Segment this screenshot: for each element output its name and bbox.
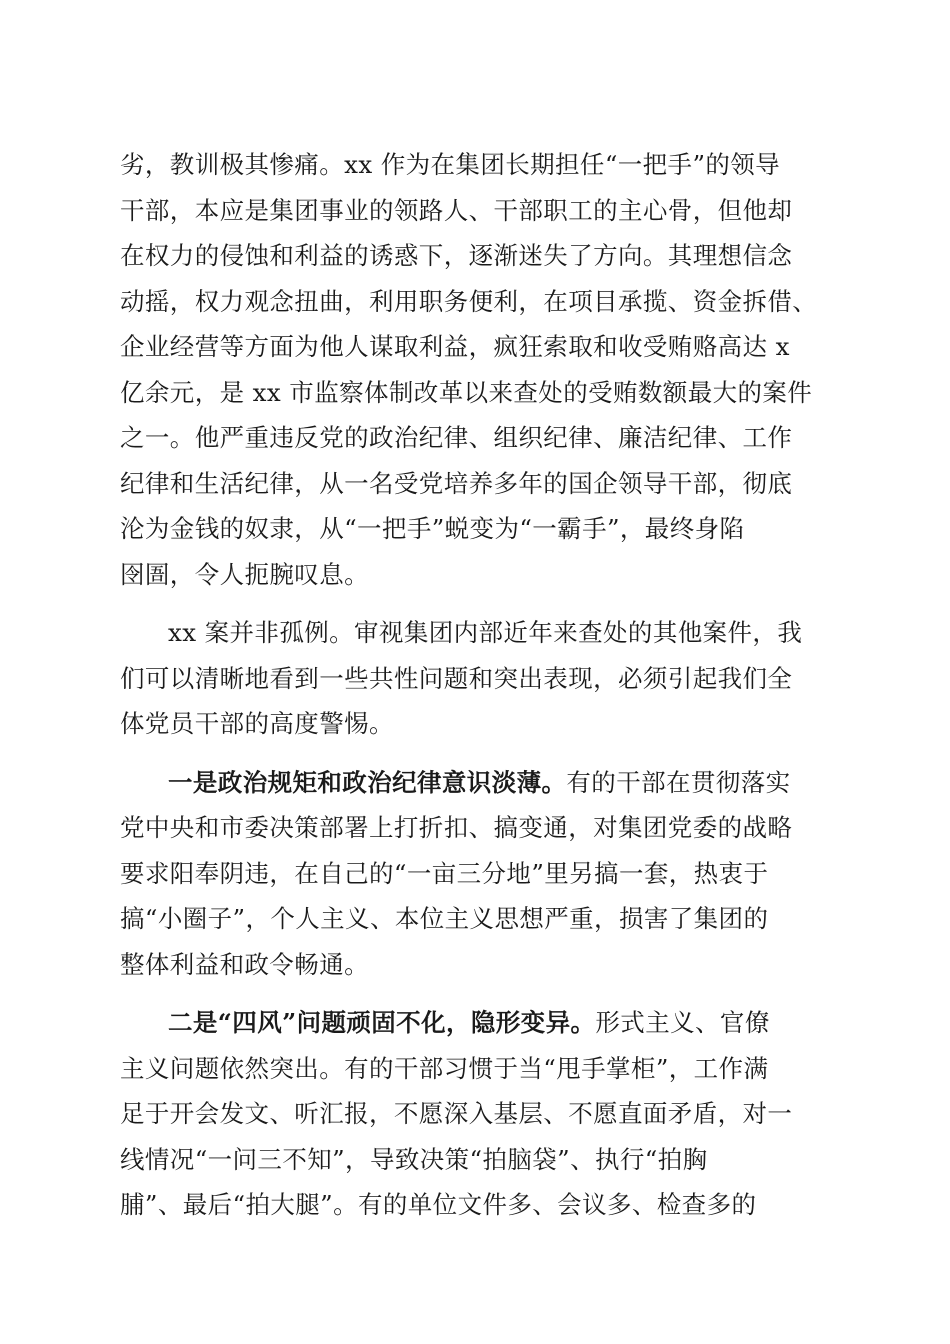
text-line	[120, 760, 830, 806]
document-body	[120, 142, 830, 1228]
paragraph-case-summary	[120, 142, 830, 597]
text-line: 之一。他严重违反党的政治纪律、组织纪律、廉洁纪律、工作	[120, 423, 793, 452]
text-line: 在权力的侵蚀和利益的诱惑下，逐渐迷失了方向。其理想信念	[120, 241, 793, 270]
text-line	[120, 1000, 830, 1046]
text-line: 亿余元，是 xx 市监察体制改革以来查处的受贿数额最大的案件	[120, 377, 813, 407]
text-line: 要求阳奉阴违，在自己的“一亩三分地”里另搞一套，热衷于	[120, 858, 769, 888]
text-line: 主义问题依然突出。有的干部习惯于当“甩手掌柜”，工作满	[120, 1053, 769, 1083]
text-line: 动摇，权力观念扭曲，利用职务便利，在项目承揽、资金拆借、	[120, 286, 818, 316]
paragraph-point-one	[120, 760, 830, 988]
text-line: 搞“小圈子”，个人主义、本位主义思想严重，损害了集团的	[120, 904, 769, 933]
text-line: 们可以清晰地看到一些共性问题和突出表现，必须引起我们全	[120, 663, 793, 693]
text-line: 线情况“一问三不知”，导致决策“拍脑袋”、执行“拍胸	[120, 1144, 708, 1174]
text-line: 体党员干部的高度警惕。	[120, 709, 394, 738]
text-line: 干部，本应是集团事业的领路人、干部职工的主心骨，但他却	[120, 195, 793, 225]
point-text: 有的干部在贯彻落实	[566, 767, 791, 797]
text-line: 纪律和生活纪律，从一名受党培养多年的国企领导干部，彻底	[120, 468, 793, 498]
point-heading: 一是政治规矩和政治纪律意识淡薄。	[168, 767, 567, 797]
text-line: 沦为金钱的奴隶，从“一把手”蜕变为“一霸手”，最终身陷	[120, 514, 745, 543]
text-line: xx 案并非孤例。审视集团内部近年来查处的其他案件，我	[168, 618, 803, 647]
point-heading: 二是“四风”问题顽固不化，隐形变异。	[168, 1008, 596, 1037]
point-text: 形式主义、官僚	[595, 1008, 770, 1037]
text-line: 囹圄，令人扼腕叹息。	[120, 559, 369, 589]
text-line: 党中央和市委决策部署上打折扣、搞变通，对集团党委的战略	[120, 813, 793, 842]
text-line: 足于开会发文、听汇报，不愿深入基层、不愿直面矛盾，对一	[120, 1099, 793, 1128]
text-line: 脯”、最后“拍大腿”。有的单位文件多、会议多、检查多的	[120, 1190, 757, 1219]
text-line: 企业经营等方面为他人谋取利益，疯狂索取和收受贿赂高达 x	[120, 332, 790, 361]
text-line: 劣，教训极其惨痛。xx 作为在集团长期担任“一把手”的领导	[120, 150, 781, 179]
paragraph-common-problems	[120, 610, 830, 747]
paragraph-point-two	[120, 1000, 830, 1228]
text-line: 整体利益和政令畅通。	[120, 949, 369, 979]
